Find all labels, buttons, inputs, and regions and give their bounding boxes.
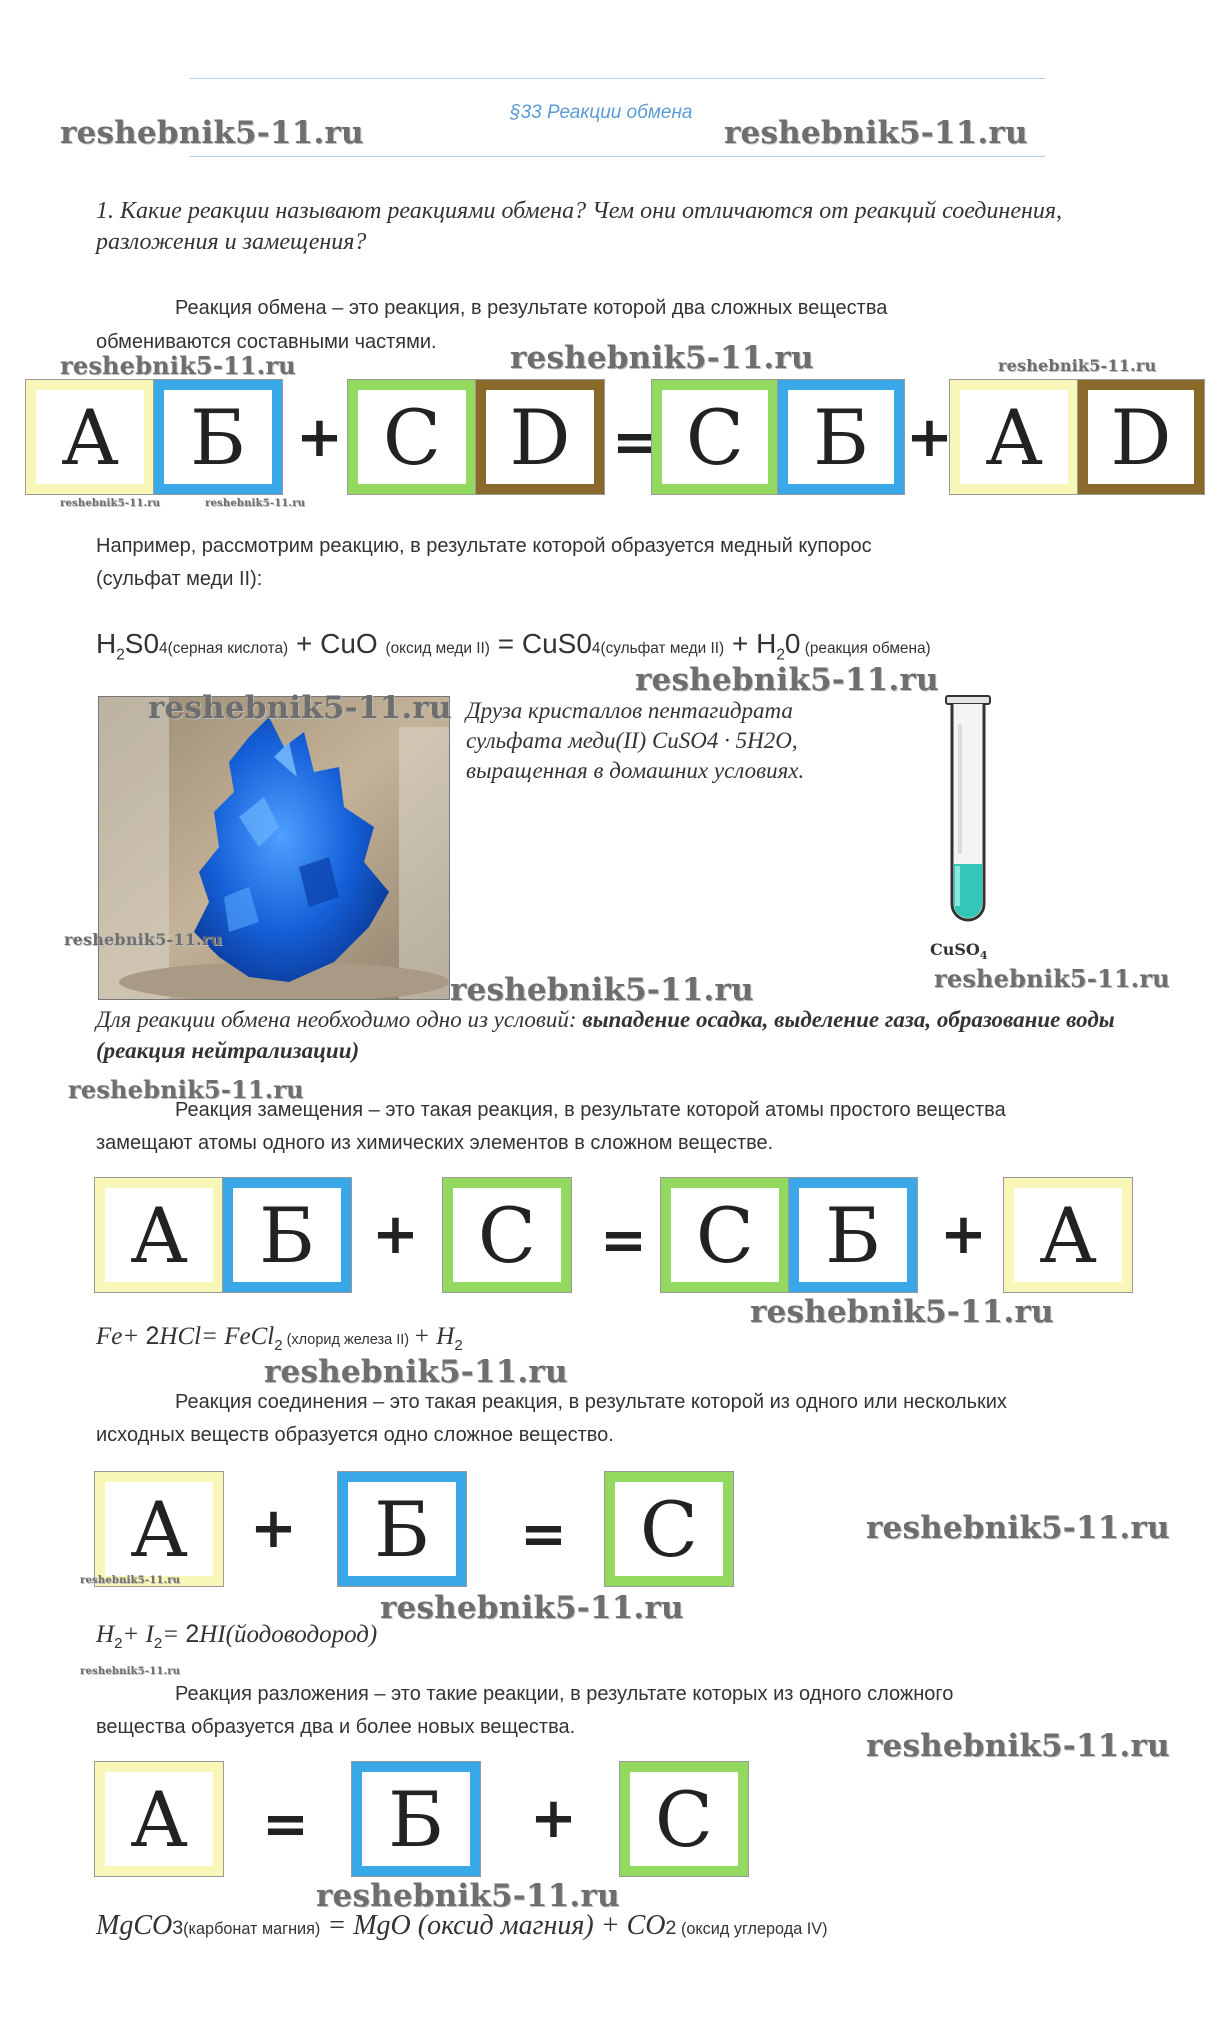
combination-definition-line1: Реакция соединения – это такая реакция, в результате которой из одного или нескольких xyxy=(175,1391,1007,1413)
watermark: reshebnik5-11.ru xyxy=(934,964,1170,993)
photo-caption: Друза кристаллов пентагидрата сульфата меди(II) CuSO4 · 5H2O, выращенная в домашних условиях. xyxy=(466,698,805,783)
box-b: Б xyxy=(338,1472,466,1586)
watermark: reshebnik5-11.ru xyxy=(510,340,814,376)
box-b: Б xyxy=(789,1178,917,1292)
watermark: reshebnik5-11.ru xyxy=(380,1590,684,1626)
watermark: reshebnik5-11.ru xyxy=(80,1575,181,1586)
watermark: reshebnik5-11.ru xyxy=(148,690,452,726)
crystal-photo xyxy=(98,696,450,1000)
crystal-druse-image xyxy=(99,697,449,999)
substitution-definition-line1: Реакция замещения – это такая реакция, в результате которой атомы простого вещества xyxy=(175,1099,1006,1121)
formula-note: (оксид углерода IV) xyxy=(676,1920,828,1938)
box-d: D xyxy=(1078,380,1204,494)
watermark: reshebnik5-11.ru xyxy=(750,1294,1054,1330)
decomposition-formula xyxy=(96,1910,827,1942)
formula-note: (реакция обмена) xyxy=(800,640,931,657)
section-title: §33 Реакции обмена xyxy=(510,102,693,123)
test-tube xyxy=(938,694,998,944)
equals-sign: = xyxy=(612,410,659,475)
watermark: reshebnik5-11.ru xyxy=(724,115,1028,151)
plus-sign: + xyxy=(530,1786,577,1851)
plus-sign: + xyxy=(296,405,343,470)
formula-part: 2 xyxy=(185,1620,200,1648)
watermark: reshebnik5-11.ru xyxy=(60,351,296,380)
plus-sign: + xyxy=(372,1202,419,1267)
formula-part: = MgO (оксид магния) + CO xyxy=(320,1910,666,1941)
box-a: А xyxy=(95,1178,223,1292)
formula-part: MgCO xyxy=(96,1910,173,1941)
formula-part: 0 xyxy=(784,628,801,659)
watermark: reshebnik5-11.ru xyxy=(60,115,364,151)
exchange-example-line2: (сульфат меди II): xyxy=(96,568,263,590)
formula-sub: 3 xyxy=(172,1917,184,1939)
watermark: reshebnik5-11.ru xyxy=(450,972,754,1008)
formula-part: Fe+ xyxy=(96,1323,146,1350)
box-b: Б xyxy=(223,1178,351,1292)
box-b: Б xyxy=(154,380,282,494)
watermark: reshebnik5-11.ru xyxy=(866,1728,1170,1764)
combination-formula xyxy=(96,1620,377,1652)
box-c: C xyxy=(652,380,778,494)
formula-part: + CuO xyxy=(288,628,386,659)
box-c: C xyxy=(348,380,476,494)
watermark: reshebnik5-11.ru xyxy=(316,1878,620,1914)
conditions-bold: выпадение осадка, выделение газа, образование воды (реакция нейтрализации) xyxy=(96,1007,1115,1063)
formula-part: H xyxy=(96,628,117,659)
formula-part: + H xyxy=(413,1323,455,1350)
formula-part: HCl= FeCl xyxy=(159,1323,275,1350)
exchange-formula xyxy=(96,628,931,665)
formula-sub: 2 xyxy=(454,1337,463,1354)
box-a: А xyxy=(95,1472,223,1586)
formula-sub: 2 xyxy=(153,1635,163,1652)
formula-part: S0 xyxy=(124,628,160,659)
substitution-definition-line2: замещают атомы одного из химических элементов в сложном веществе. xyxy=(96,1132,774,1154)
substitution-formula xyxy=(96,1322,463,1354)
formula-sub: 2 xyxy=(116,646,125,664)
box-c: C xyxy=(661,1178,789,1292)
decomposition-definition-line1: Реакция разложения – это такие реакции, в результате которых из одного сложного xyxy=(175,1683,954,1705)
watermark: reshebnik5-11.ru xyxy=(80,1666,181,1677)
watermark: reshebnik5-11.ru xyxy=(205,498,306,509)
header-rule-bottom xyxy=(190,156,1045,157)
plus-sign: + xyxy=(906,405,953,470)
header-rule-top xyxy=(190,78,1045,79)
box-a: А xyxy=(95,1762,223,1876)
formula-sub: 2 xyxy=(665,1917,677,1939)
equals-sign: = xyxy=(262,1792,309,1857)
watermark: reshebnik5-11.ru xyxy=(64,930,223,949)
formula-part: H xyxy=(96,1621,115,1648)
tube-label-sub: 4 xyxy=(979,949,988,963)
equals-sign: = xyxy=(600,1208,647,1273)
exchange-definition-line2: обмениваются составными частями. xyxy=(96,331,437,353)
watermark: reshebnik5-11.ru xyxy=(264,1354,568,1390)
plus-sign: + xyxy=(940,1202,987,1267)
formula-part: + I xyxy=(122,1621,154,1648)
decomposition-definition-line2: вещества образуется два и более новых вещества. xyxy=(96,1716,576,1738)
formula-note: (оксид меди II) xyxy=(385,640,490,657)
formula-sub: 2 xyxy=(776,646,785,664)
watermark: reshebnik5-11.ru xyxy=(60,498,161,509)
formula-part: HI(йодоводород) xyxy=(199,1621,378,1648)
test-tube-icon xyxy=(938,694,998,944)
box-a: А xyxy=(1004,1178,1132,1292)
formula-part: = xyxy=(162,1621,186,1648)
formula-part: 2 xyxy=(145,1322,160,1350)
box-c: C xyxy=(620,1762,748,1876)
box-c: C xyxy=(443,1178,571,1292)
combination-definition-line2: исходных веществ образуется одно сложное вещество. xyxy=(96,1424,614,1446)
equals-sign: = xyxy=(520,1502,567,1567)
watermark: reshebnik5-11.ru xyxy=(635,662,939,698)
question-text: 1. Какие реакции называют реакциями обмена? Чем они отличаются от реакций соединения, разложения и замещения? xyxy=(96,198,1063,255)
box-c: C xyxy=(605,1472,733,1586)
formula-note: (хлорид железа II) xyxy=(282,1332,414,1348)
box-b: Б xyxy=(778,380,904,494)
watermark: reshebnik5-11.ru xyxy=(866,1510,1170,1546)
watermark: reshebnik5-11.ru xyxy=(68,1075,304,1104)
conditions-prefix: Для реакции обмена необходимо одно из условий: xyxy=(96,1007,583,1032)
tube-label xyxy=(930,940,988,962)
box-a: А xyxy=(26,380,154,494)
exchange-definition-line1: Реакция обмена – это реакция, в результате которой два сложных вещества xyxy=(175,297,888,319)
formula-note: (карбонат магния) xyxy=(183,1920,321,1938)
formula-part: + H xyxy=(724,628,777,659)
formula-sub: 2 xyxy=(274,1337,283,1354)
box-a: А xyxy=(950,380,1078,494)
formula-sub: 4(сульфат меди II) xyxy=(591,640,725,657)
box-b: Б xyxy=(352,1762,480,1876)
tube-label-text: CuSO xyxy=(930,940,980,959)
formula-part: = CuS0 xyxy=(489,628,592,659)
exchange-conditions xyxy=(96,1004,1126,1066)
plus-sign: + xyxy=(250,1496,297,1561)
exchange-example-line1: Например, рассмотрим реакцию, в результате которой образуется медный купорос xyxy=(96,535,872,557)
box-d: D xyxy=(476,380,604,494)
watermark: reshebnik5-11.ru xyxy=(998,356,1157,375)
formula-sub: 2 xyxy=(114,1635,123,1652)
formula-sub: 4(серная кислота) xyxy=(159,640,289,657)
